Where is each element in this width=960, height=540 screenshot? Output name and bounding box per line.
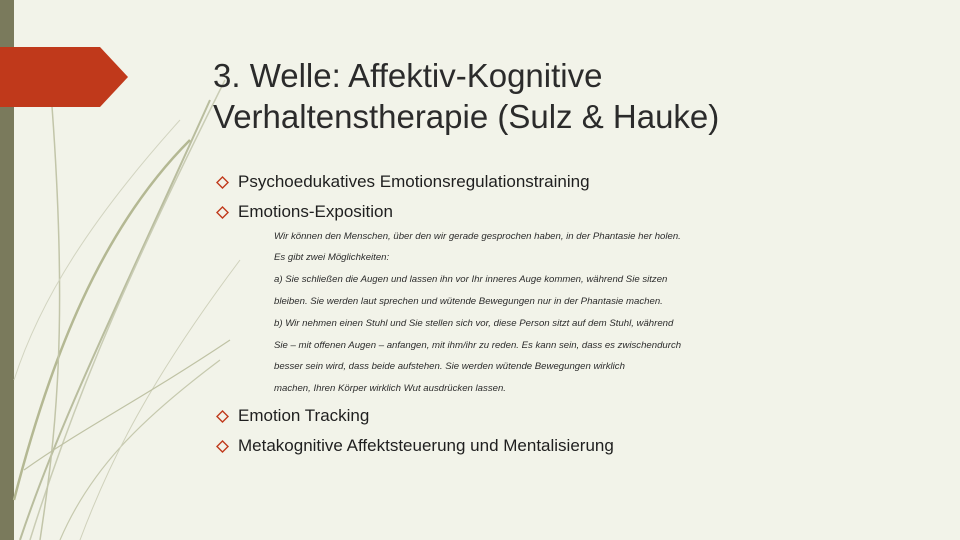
sub-text-line: Es gibt zwei Möglichkeiten: (274, 252, 390, 263)
diamond-bullet-icon (216, 440, 229, 453)
bullet-item (216, 202, 393, 222)
diamond-bullet-icon (216, 410, 229, 423)
sub-text-line: bleiben. Sie werden laut sprechen und wütende Bewegungen nur in der Phantasie machen. (274, 296, 663, 307)
diamond-bullet-icon (216, 206, 229, 219)
diamond-bullet-icon (216, 176, 229, 189)
bullet-text: Emotions-Exposition (238, 202, 393, 221)
sub-text-line: a) Sie schließen die Augen und lassen ihn vor Ihr inneres Auge kommen, während Sie sitzen (274, 274, 668, 285)
bullet-text: Psychoedukatives Emotionsregulationstraining (238, 172, 590, 191)
slide-title-line-2: Verhaltenstherapie (Sulz & Hauke) (213, 98, 720, 135)
sub-text-line: Sie – mit offenen Augen – anfangen, mit ihm/ihr zu reden. Es kann sein, dass es zwischendurch (274, 340, 682, 351)
bullet-text: Emotion Tracking (238, 406, 370, 425)
slide-title-line-1: 3. Welle: Affektiv-Kognitive (213, 57, 603, 94)
sub-text-line: besser sein wird, dass beide aufstehen. Sie werden wütende Bewegungen wirklich (274, 361, 625, 372)
accent-arrow (0, 47, 130, 107)
bullet-item (216, 406, 369, 426)
slide-title (213, 55, 913, 137)
sub-text-line: b) Wir nehmen einen Stuhl und Sie stellen sich vor, diese Person sitzt auf dem Stuhl, während (274, 318, 674, 329)
sub-text-line: Wir können den Menschen, über den wir gerade gesprochen haben, in der Phantasie her holen. (274, 231, 681, 242)
bullet-item (216, 172, 590, 192)
sub-text-line: machen, Ihren Körper wirklich Wut ausdrücken lassen. (274, 383, 506, 394)
bullet-item (216, 436, 614, 456)
bullet-text: Metakognitive Affektsteuerung und Mentalisierung (238, 436, 614, 455)
